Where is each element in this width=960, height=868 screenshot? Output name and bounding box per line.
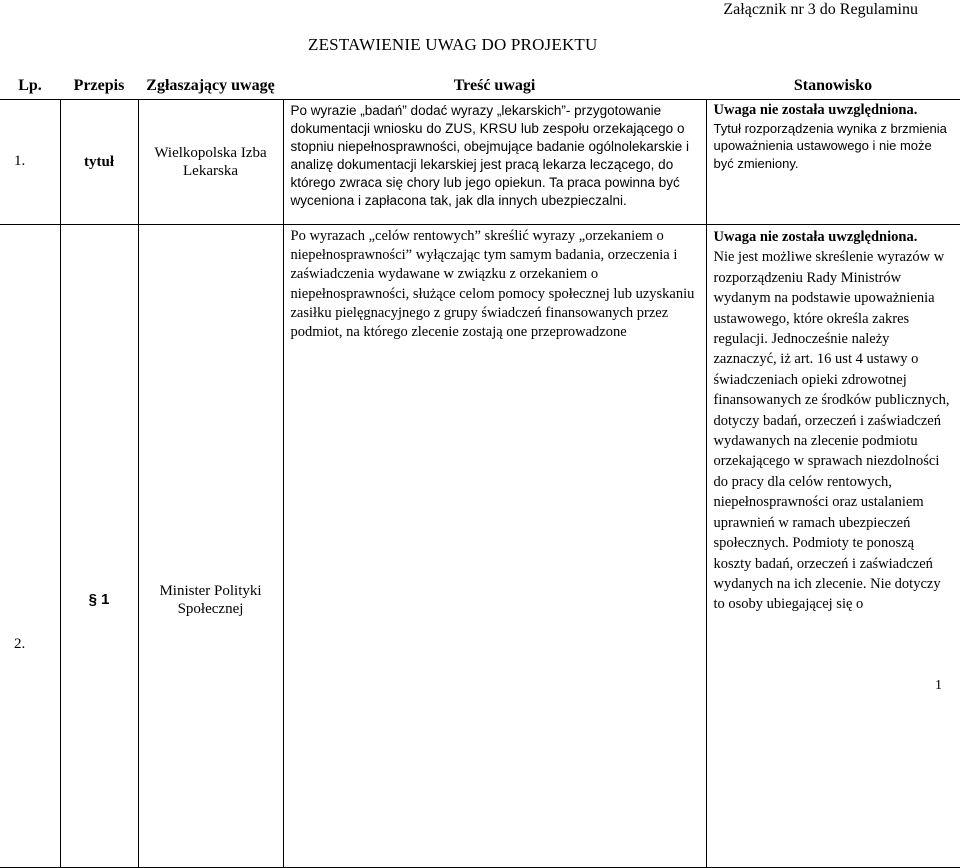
column-header-provision: Przepis — [60, 74, 138, 100]
comments-table-wrapper — [0, 74, 960, 868]
table-row — [0, 225, 960, 868]
position-text: Nie jest możliwe skreślenie wyrazów w rozporządzeniu Rady Ministrów wydanym na podstawie upoważnienia ustawowego, które określa zakres regulacji. Jednocześnie należy zaznaczyć, iż art. 16 ust 4 ustawy o świadczeniach opieki zdrowotnej finansowanych ze środków publicznych, dotyczy badań, orzeczeń i zaświadczeń wydawanych na zlecenie podmiotu orzekającego w sprawach niezdolności do pracy dla celów rentowych, niepełnosprawności oraz ustalaniem uprawnień w ramach ubezpieczeń społecznych. Podmioty te ponoszą koszty badań, orzeczeń i zaświadczeń wydanych na ich zlecenie. Nie dotyczy to osoby ubiegającej się o — [713, 249, 950, 613]
comment-content-cell: Po wyrazie „badań” dodać wyrazy „lekarskich”- przygotowanie dokumentacji wniosku do ZUS, KRSU lub zespołu orzekającego o stopniu niepełnosprawności, obejmujące badanie ogólnolekarskie i analizę dokumentacji lekarskiej jest pracą lekarza leczącego, do którego zwraca się chory lub jego opiekun. Ta praca powinna być wyceniona i zapłacona tak, jak dla innych ubezpieczalni. — [283, 100, 706, 225]
table-header-row — [0, 74, 960, 100]
position-status: Uwaga nie została uwzględniona. — [713, 102, 918, 118]
annex-label: Załącznik nr 3 do Regulaminu — [723, 1, 918, 18]
row-number: 2. — [0, 225, 60, 868]
column-header-position: Stanowisko — [706, 74, 960, 100]
section-symbol: § — [88, 591, 97, 608]
position-cell — [706, 225, 960, 868]
position-cell — [706, 100, 960, 225]
comments-table — [0, 74, 960, 868]
column-header-content: Treść uwagi — [283, 74, 706, 100]
document-title: ZESTAWIENIE UWAG DO PROJEKTU — [308, 35, 598, 54]
column-header-submitter: Zgłaszający uwagę — [138, 74, 283, 100]
column-header-lp: Lp. — [0, 74, 60, 100]
comment-content-cell: Po wyrazach „celów rentowych” skreślić wyrazy „orzekaniem o niepełnosprawności” wyłączając tym samym badania, orzeczenia i zaświadczenia wydawane w związku z orzekaniem o niepełnosprawności, służące celom pomocy społecznej lub uzyskaniu zasiłku pielęgnacyjnego z grupy świadczeń finansowanych przez podmiot, na którego zlecenie zostają one przeprowadzone — [283, 225, 706, 868]
submitter-cell: Wielkopolska Izba Lekarska — [138, 100, 283, 225]
provision-cell — [60, 225, 138, 868]
provision-cell: tytuł — [60, 100, 138, 225]
table-row — [0, 100, 960, 225]
position-status: Uwaga nie została uwzględniona. — [713, 229, 918, 245]
submitter-cell: Minister Polityki Społecznej — [138, 225, 283, 868]
position-text: Tytuł rozporządzenia wynika z brzmienia upoważnienia ustawowego i nie może być zmieniony. — [713, 120, 947, 171]
provision-number: 1 — [101, 591, 110, 608]
page-number: 1 — [935, 678, 942, 693]
row-number: 1. — [0, 100, 60, 225]
